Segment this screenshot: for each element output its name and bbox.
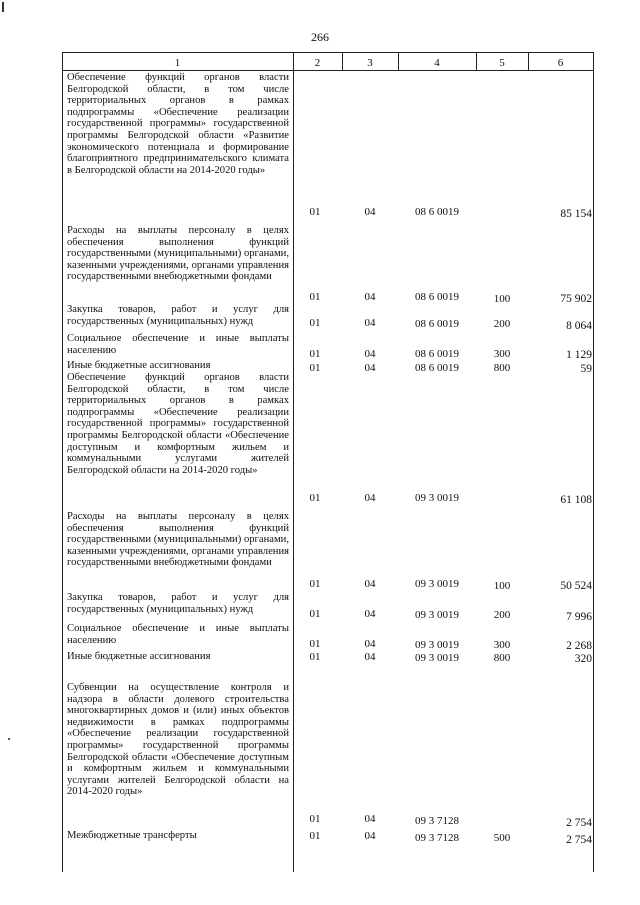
row-amount: 61 108	[560, 494, 592, 506]
row-expense-type: 800	[493, 362, 511, 374]
row-description: Субвенции на осуществление контроля и надзора в области долевого строительства многоквартирных домов и (или) иных объектов недвижимости в рамках подпрограммы «Обеспечение реализации государственной программы» государственной программы Белгородской области «Обеспечение доступным и комфортным жильем и коммунальными услугами жителей Белгородской области на 2014-2020 годы»	[67, 682, 289, 798]
row-amount: 8 064	[566, 320, 592, 332]
row-target-code: 08 6 0019	[415, 348, 459, 360]
row-description: Обеспечение функций органов власти Белгородской области, в том числе территориальных органов в рамках подпрограммы «Обеспечение реализации государственной программы» государственной программы Белгородской области «Развитие экономического потенциала и формирование благоприятного предпринимательского климата в Белгородской области на 2014-2020 годы»	[67, 72, 289, 176]
row-target-code: 09 3 0019	[415, 492, 459, 504]
row-target-code: 08 6 0019	[415, 291, 459, 303]
row-section: 01	[309, 291, 321, 303]
row-description: Социальное обеспечение и иные выплаты населению	[67, 333, 289, 356]
row-amount: 75 902	[560, 293, 592, 305]
row-subsection: 04	[364, 291, 376, 303]
row-expense-type: 200	[493, 609, 511, 621]
row-description: Обеспечение функций органов власти Белгородской области, в том числе территориальных органов в рамках подпрограммы «Обеспечение реализации государственной программы» государственной программы Белгородской области «Обеспечение доступным и комфортным жильем и коммунальными услугами жителей Белгородской области на 2014-2020 годы»	[67, 372, 289, 476]
header-col-4: 4	[434, 57, 440, 69]
page-number: 266	[311, 30, 329, 44]
row-subsection: 04	[364, 348, 376, 360]
row-section: 01	[309, 638, 321, 650]
row-subsection: 04	[364, 830, 376, 842]
column-border-1	[293, 52, 294, 872]
row-expense-type: 500	[493, 832, 511, 844]
row-target-code: 08 6 0019	[415, 318, 459, 330]
scan-artifact-mark	[2, 2, 4, 12]
row-amount: 2 268	[566, 640, 592, 652]
row-target-code: 09 3 0019	[415, 578, 459, 590]
row-expense-type: 300	[493, 639, 511, 651]
row-section: 01	[309, 206, 321, 218]
header-col-6: 6	[557, 57, 564, 69]
row-amount: 2 754	[566, 834, 592, 846]
header-col-2: 2	[314, 57, 321, 69]
row-expense-type: 100	[493, 293, 511, 305]
row-section: 01	[309, 813, 321, 825]
scan-artifact-dot	[8, 738, 10, 740]
row-expense-type: 100	[493, 580, 511, 592]
header-bottom-border	[62, 70, 593, 71]
row-description: Иные бюджетные ассигнования	[67, 360, 211, 371]
table-top-border	[62, 52, 593, 53]
row-amount: 59	[580, 363, 592, 375]
row-section: 01	[309, 578, 321, 590]
row-description: Иные бюджетные ассигнования	[67, 651, 211, 662]
row-amount: 1 129	[566, 349, 592, 361]
header-col-1: 1	[174, 57, 181, 69]
row-target-code: 09 3 0019	[415, 652, 459, 664]
row-subsection: 04	[364, 638, 376, 650]
row-description: Расходы на выплаты персоналу в целях обеспечения выполнения функций государственными (муниципальными) органами, казенными учреждениями, органами управления государственными внебюджетными фондами	[67, 225, 289, 283]
header-col-5: 5	[499, 57, 505, 69]
row-amount: 85 154	[560, 208, 592, 220]
header-col-3: 3	[367, 57, 373, 69]
row-subsection: 04	[364, 651, 376, 663]
row-section: 01	[309, 317, 321, 329]
row-section: 01	[309, 348, 321, 360]
row-section: 01	[309, 651, 321, 663]
row-target-code: 08 6 0019	[415, 362, 459, 374]
row-subsection: 04	[364, 206, 376, 218]
row-subsection: 04	[364, 813, 376, 825]
row-description: Социальное обеспечение и иные выплаты населению	[67, 623, 289, 646]
row-section: 01	[309, 492, 321, 504]
row-target-code: 09 3 0019	[415, 609, 459, 621]
column-border-left	[62, 52, 63, 872]
row-target-code: 09 3 7128	[415, 832, 459, 844]
row-expense-type: 200	[493, 318, 511, 330]
row-subsection: 04	[364, 317, 376, 329]
row-amount: 50 524	[560, 580, 592, 592]
row-description: Расходы на выплаты персоналу в целях обеспечения выполнения функций государственными (муниципальными) органами, казенными учреждениями, органами управления государственными внебюджетными фондами	[67, 511, 289, 569]
row-description: Закупка товаров, работ и услуг для государственных (муниципальных) нужд	[67, 592, 289, 615]
row-subsection: 04	[364, 362, 376, 374]
row-subsection: 04	[364, 492, 376, 504]
row-section: 01	[309, 608, 321, 620]
row-target-code: 09 3 0019	[415, 639, 459, 651]
row-section: 01	[309, 362, 321, 374]
row-amount: 320	[574, 653, 592, 665]
row-subsection: 04	[364, 578, 376, 590]
row-expense-type: 800	[493, 652, 511, 664]
row-target-code: 08 6 0019	[415, 206, 459, 218]
row-description: Закупка товаров, работ и услуг для государственных (муниципальных) нужд	[67, 304, 289, 327]
row-subsection: 04	[364, 608, 376, 620]
row-description: Межбюджетные трансферты	[67, 830, 197, 841]
row-amount: 2 754	[566, 817, 592, 829]
column-border-right	[593, 52, 594, 872]
row-target-code: 09 3 7128	[415, 815, 459, 827]
row-amount: 7 996	[566, 611, 592, 623]
row-section: 01	[309, 830, 321, 842]
row-expense-type: 300	[493, 348, 511, 360]
